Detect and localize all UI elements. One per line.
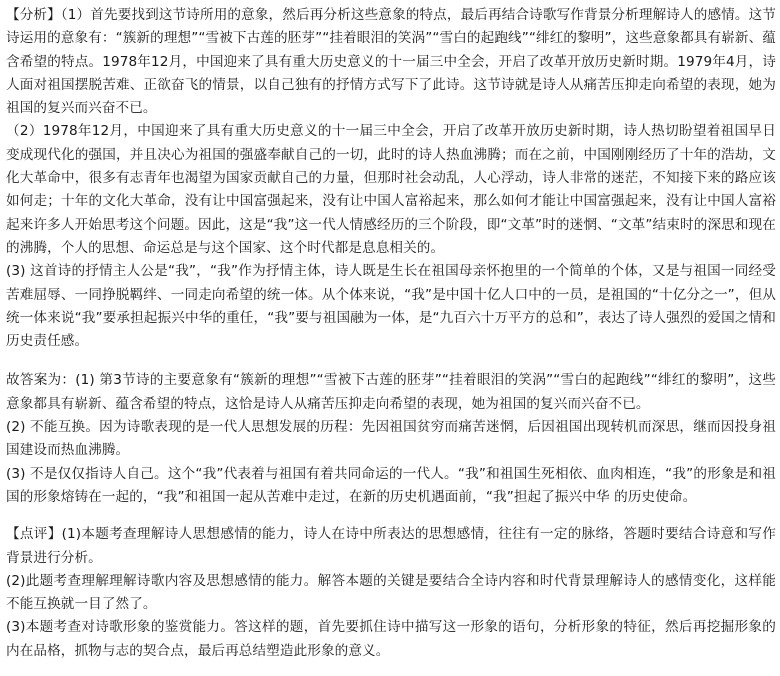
comment-paragraph-3: (3)本题考查对诗歌形象的鉴赏能力。答这样的题，首先要抓住诗中描写这一形象的语句，分析形象的特征，然后再挖掘形象的内在品格，抓物与志的契合点，最后再总结塑造此形象的意义。 [6, 619, 776, 659]
analysis-paragraph-3: (3) 这首诗的抒情主人公是“我”，“我”作为抒情主体，诗人既是生长在祖国母亲怀抱里的一个简单的个体，又是与祖国一同经受苦难屈辱、一同挣脱羁绊、一同走向希望的统一体。从个体来说，“我”是中国十亿人口中的一员，是祖国的“十亿分之一”，但从统一体来说“我”要承担起振兴中华的重任，“我”要与祖国融为一体，是“九百六十万平方的总和”，表达了诗人强烈的爱国之情和历史责任感。 [6, 263, 776, 350]
section-spacer [6, 509, 776, 523]
answer-paragraph-3: (3) 不是仅仅指诗人自己。这个“我”代表着与祖国有着共同命运的一代人。“我”和祖国生死相依、血肉相连，“我”的形象是和祖国的形象熔铸在一起的，“我”和祖国一起从苦难中走过，在新的历史机遇面前，“我”担起了振兴中华 的历史使命。 [6, 465, 776, 505]
analysis-paragraph-2: （2）1978年12月，中国迎来了具有重大历史意义的十一届三中全会，开启了改革开放历史新时期，诗人热切盼望着祖国早日变成现代化的强国，并且决心为祖国的强盛奉献自己的一切，此时的诗人热血沸腾；而在之前，中国刚刚经历了十年的浩劫，文化大革命中，很多有志青年也渴望为国家贡献自己的力量，但那时社会动乱，人心浮动，诗人非常的迷茫，不知接下来的路应该如何走；十年的文化大革命，没有让中国富强起来，没有让中国人富裕起来，那么如何才能让中国富强起来，没有让中国人富裕起来许多人开始思考这个问题。因此，这是“我”这一代人情感经历的三个阶段，即“文革”时的迷惘、“文革”结束时的深思和现在的沸腾，个人的思想、命运总是与这个国家、这个时代都是息息相关的。 [6, 123, 776, 256]
analysis-section [6, 4, 776, 353]
comment-section [6, 523, 776, 663]
comment-paragraph-1: 【点评】(1)本题考查理解诗人思想感情的能力，诗人在诗中所表达的思想感情，往往有一定的脉络，答题时要结合诗意和写作背景进行分析。 [6, 526, 776, 566]
comment-paragraph-2: (2)此题考查理解理解诗歌内容及思想感情的能力。解答本题的关键是要结合全诗内容和时代背景理解诗人的感情变化，这样能不能互换就一目了然了。 [6, 572, 776, 613]
section-spacer [6, 353, 776, 369]
analysis-paragraph-1: 【分析】（1）首先要找到这节诗所用的意象，然后再分析这些意象的特点，最后再结合诗歌写作背景分析理解诗人的感情。这节诗运用的意象有：“簇新的理想”“雪被下古莲的胚芽”“挂着眼泪的笑涡”“雪白的起跑线”“绯红的黎明”，这些意象都具有崭新、蕴含希望的特点。1978年12月，中国迎来了具有重大历史意义的十一届三中全会，开启了改革开放历史新时期。1979年4月，诗人面对祖国摆脱苦难、正欲奋飞的情景，以自己独有的抒情方式写下了此诗。这节诗就是诗人从痛苦压抑走向希望的表现，她为祖国的复兴而兴奋不已。 [6, 7, 776, 117]
answer-section [6, 369, 776, 509]
answer-paragraph-2: (2) 不能互换。因为诗歌表现的是一代人思想发展的历程：先因祖国贫穷而痛苦迷惘，后因祖国出现转机而深思，继而因投身祖国建设而热血沸腾。 [6, 419, 776, 459]
answer-paragraph-1: 故答案为：(1) 第3节诗的主要意象有“簇新的理想”“雪被下古莲的胚芽”“挂着眼泪的笑涡”“雪白的起跑线”“绯红的黎明”，这些意象都具有崭新、蕴含希望的特点，这恰是诗人从痛苦压抑走向希望的表现，她为祖国的复兴而兴奋不已。 [6, 372, 776, 412]
